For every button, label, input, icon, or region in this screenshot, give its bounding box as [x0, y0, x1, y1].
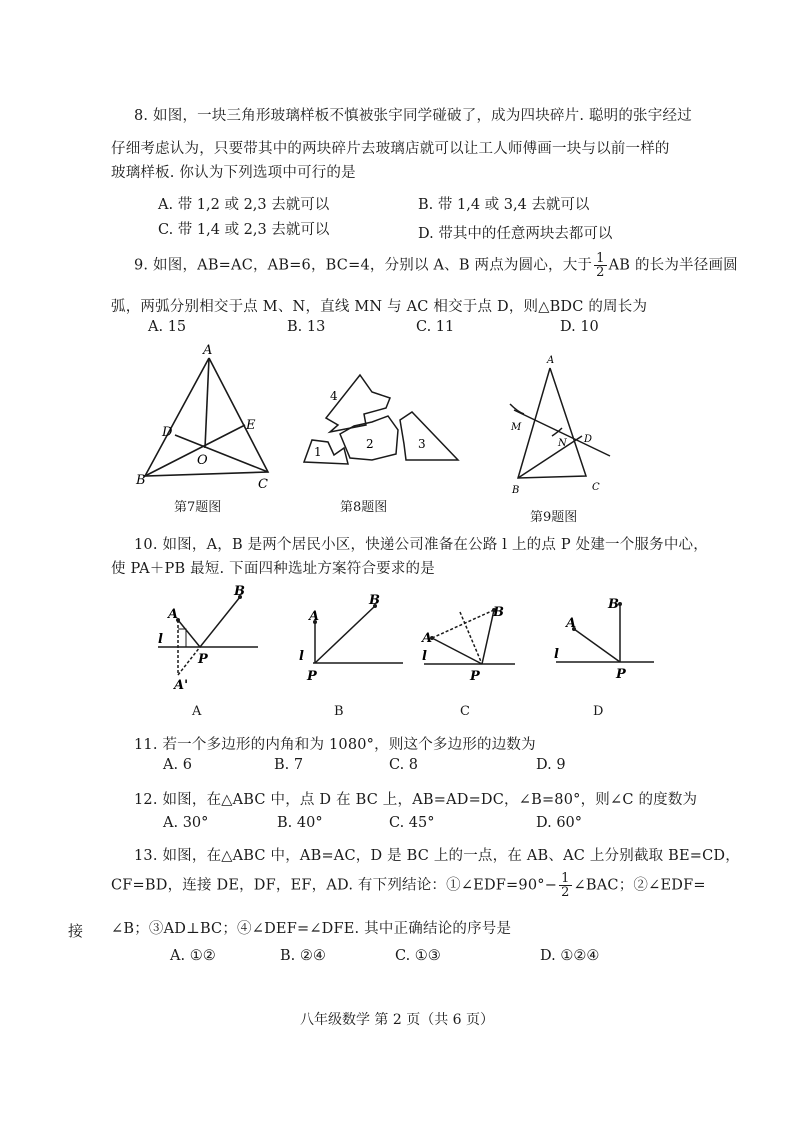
q9-option-c: C. 11 — [416, 319, 455, 335]
q8-option-a: A. 带 1,2 或 2,3 去就可以 — [158, 197, 330, 213]
q9-line1 — [134, 252, 738, 279]
q10d-label-l: l — [554, 647, 559, 662]
page-footer: 八年级数学 第 2 页（共 6 页） — [299, 1012, 495, 1028]
q13-line1: 13. 如图，在△ABC 中，AB=AC，D 是 BC 上的一点，在 AB、AC 上分别截取 BE=CD， — [134, 848, 740, 864]
frac-numerator: 1 — [561, 871, 570, 886]
q9-line1-end: AB 的长为半径画圆 — [608, 257, 738, 274]
q8-option-c: C. 带 1,4 或 2,3 去就可以 — [158, 222, 330, 238]
q10-diagram-d — [550, 592, 660, 687]
q13-option-b: B. ②④ — [280, 948, 326, 964]
q11-option-d: D. 9 — [536, 757, 566, 773]
q13-line2-end: ∠BAC；②∠EDF= — [573, 877, 706, 894]
q8-line3: 玻璃样板. 你认为下列选项中可行的是 — [111, 165, 356, 181]
figure-8 — [300, 370, 470, 470]
q12-option-c: C. 45° — [389, 815, 435, 831]
q10-caption-c: C — [460, 704, 470, 719]
q13-option-d: D. ①②④ — [540, 948, 600, 964]
q11-option-a: A. 6 — [163, 757, 192, 773]
fig9-label-a: A — [547, 355, 555, 366]
q8-option-b: B. 带 1,4 或 3,4 去就可以 — [418, 197, 590, 213]
q12-option-a: A. 30° — [163, 815, 209, 831]
q11-line1: 11. 若一个多边形的内角和为 1080°，则这个多边形的边数为 — [134, 737, 536, 753]
fig7-label-o: O — [197, 453, 208, 468]
q13-line3: ∠B；③AD⊥BC；④∠DEF=∠DFE. 其中正确结论的序号是 — [111, 921, 512, 937]
q9-option-d: D. 10 — [560, 319, 599, 335]
q10b-label-a: A — [309, 609, 320, 624]
q10-diagram-c — [420, 598, 530, 688]
q10a-label-p: P — [198, 652, 208, 667]
q11-option-b: B. 7 — [274, 757, 304, 773]
fig8-piece-1: 1 — [314, 445, 322, 459]
q10-line2: 使 PA＋PB 最短. 下面四种选址方案符合要求的是 — [111, 561, 435, 577]
fraction-one-half — [559, 872, 571, 899]
fig7-label-a: A — [203, 343, 213, 358]
frac-denominator: 2 — [561, 885, 570, 900]
q9-option-b: B. 13 — [287, 319, 326, 335]
fig8-piece-3: 3 — [418, 437, 426, 451]
q10d-label-p: P — [616, 667, 626, 682]
q12-line1: 12. 如图，在△ABC 中，点 D 在 BC 上，AB=AD=DC，∠B=80°，则∠C 的度数为 — [134, 792, 698, 808]
q10c-label-p: P — [470, 669, 480, 684]
q10c-label-a: A — [422, 631, 433, 646]
q10-caption-b: B — [334, 704, 344, 719]
q10-line1: 10. 如图，A，B 是两个居民小区，快递公司准备在公路 l 上的点 P 处建一个服务中心， — [134, 537, 708, 553]
fig7-caption: 第7题图 — [174, 500, 222, 515]
q10a-label-l: l — [158, 632, 163, 647]
fig9-label-c: C — [592, 482, 600, 493]
q13-line2-start: CF=BD，连接 DE，DF，EF，AD. 有下列结论：①∠EDF=90°− — [111, 877, 558, 894]
q10b-label-p: P — [307, 669, 317, 684]
q10-diagram-a — [150, 585, 265, 695]
margin-binding-mark: 接 — [68, 922, 84, 940]
fig8-piece-4: 4 — [330, 389, 338, 403]
fig7-label-c: C — [258, 477, 268, 492]
figure-7 — [136, 340, 280, 492]
q10c-label-l: l — [422, 649, 427, 664]
fig9-label-n: N — [558, 438, 567, 449]
q10-diagram-b — [295, 590, 405, 690]
fig9-label-m: M — [511, 422, 522, 433]
frac-numerator: 1 — [596, 251, 605, 266]
q13-option-a: A. ①② — [170, 948, 216, 964]
fig8-piece-2: 2 — [366, 437, 374, 451]
fig8-caption: 第8题图 — [340, 500, 388, 515]
q8-option-d: D. 带其中的任意两块去都可以 — [418, 226, 613, 242]
fig7-label-d: D — [162, 425, 173, 440]
q10a-label-a: A — [168, 607, 179, 622]
q10-caption-a: A — [192, 704, 202, 719]
q10-caption-d: D — [593, 704, 604, 719]
fig9-caption: 第9题图 — [530, 510, 578, 525]
fig7-label-b: B — [136, 473, 146, 488]
q10b-label-b: B — [369, 593, 380, 608]
q12-option-d: D. 60° — [536, 815, 583, 831]
fig7-label-e: E — [246, 418, 256, 433]
q11-option-c: C. 8 — [389, 757, 419, 773]
q10a-label-a-prime: A' — [174, 678, 189, 693]
q9-option-a: A. 15 — [148, 319, 187, 335]
fig9-label-b: B — [512, 485, 520, 496]
q10d-label-b: B — [608, 597, 619, 612]
fraction-one-half — [594, 252, 606, 279]
q10b-label-l: l — [299, 649, 304, 664]
q10a-label-b: B — [234, 584, 245, 599]
q13-line2 — [111, 872, 706, 899]
fig9-label-d: D — [584, 434, 593, 445]
q9-line1-start: 9. 如图，AB=AC，AB=6，BC=4，分别以 A、B 两点为圆心，大于 — [134, 257, 593, 274]
q12-option-b: B. 40° — [277, 815, 323, 831]
q8-line1: 8. 如图，一块三角形玻璃样板不慎被张宇同学碰破了，成为四块碎片. 聪明的张宇经过 — [134, 108, 692, 124]
q8-line2: 仔细考虑认为，只要带其中的两块碎片去玻璃店就可以让工人师傅画一块与以前一样的 — [111, 141, 670, 157]
q10c-label-b: B — [493, 605, 504, 620]
frac-denominator: 2 — [596, 265, 605, 280]
q10d-label-a: A — [566, 616, 577, 631]
figure-9 — [500, 350, 620, 500]
q9-line2: 弧，两弧分别相交于点 M、N，直线 MN 与 AC 相交于点 D，则△BDC 的周长为 — [111, 299, 648, 315]
q13-option-c: C. ①③ — [395, 948, 441, 964]
